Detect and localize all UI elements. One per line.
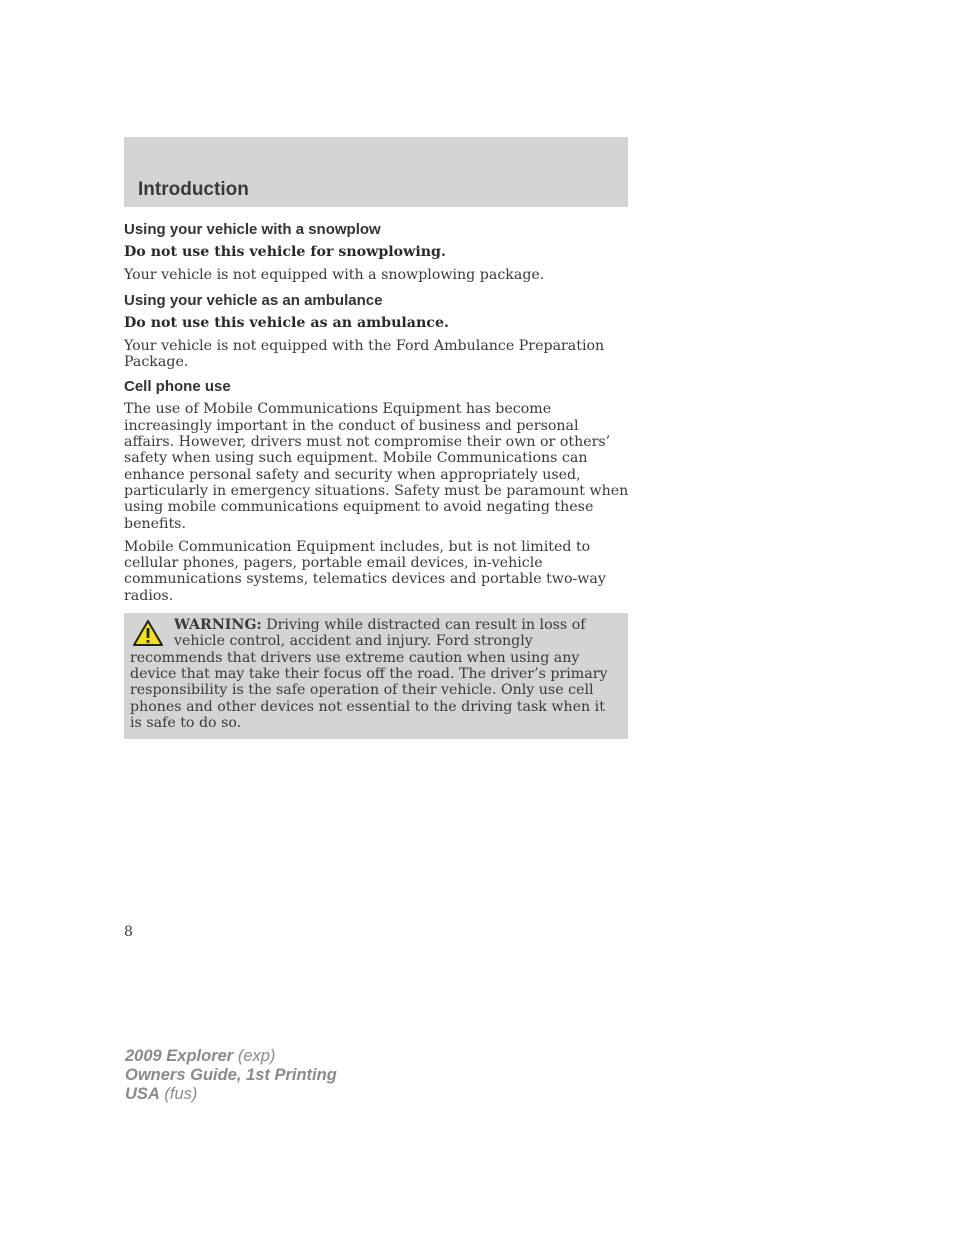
warning-triangle-icon — [132, 619, 164, 647]
warning-label: WARNING: — [174, 617, 262, 634]
section-ambulance — [124, 291, 630, 371]
warning-box — [124, 613, 628, 739]
paragraph: Mobile Communication Equipment includes, but is not limited to cellular phones, pagers, portable email devices, in-vehicle communications systems, telematics devices and portable two-way radios. — [124, 538, 606, 604]
bold-statement: Do not use this vehicle for snowplowing. — [124, 244, 446, 260]
section-cell-phone — [124, 377, 630, 604]
section-header-band — [124, 137, 628, 207]
section-snowplow — [124, 220, 630, 284]
warning-text — [130, 617, 620, 731]
section-heading: Using your vehicle as an ambulance — [124, 291, 383, 309]
bold-statement: Do not use this vehicle as an ambulance. — [124, 314, 449, 331]
paragraph: The use of Mobile Communications Equipment has become increasingly important in the conduct of business and personal affairs. However, drivers must not compromise their own or others’ safety when using such equipment. Mobile Communications can enhance personal safety and security when appropriately used, particularly in emergency situations. Safety must be paramount when using mobile communications equipment to avoid negating these benefits. — [124, 401, 629, 532]
paragraph: Your vehicle is not equipped with the Ford Ambulance Preparation Package. — [124, 337, 605, 371]
page-title: Introduction — [138, 179, 249, 200]
section-heading: Using your vehicle with a snowplow — [124, 221, 381, 238]
page-number: 8 — [124, 924, 133, 940]
footer-line-guide: Owners Guide, 1st Printing — [125, 1066, 337, 1084]
footer-line-model: 2009 Explorer (exp) — [125, 1047, 276, 1065]
page-content — [124, 220, 630, 739]
document-footer — [125, 1047, 337, 1104]
section-heading: Cell phone use — [124, 378, 231, 396]
warning-body: Driving while distracted can result in loss of vehicle control, accident and injury. Ford strongly recommends that drivers use extreme caution when using any device that may take their focus off the road. The driver’s primary responsibility is the safe operation of their vehicle. Only use cell phones and other devices not essential to the driving task when it is safe to do so. — [130, 617, 608, 731]
paragraph: Your vehicle is not equipped with a snowplowing package. — [124, 267, 545, 284]
footer-line-market: USA (fus) — [125, 1085, 198, 1103]
